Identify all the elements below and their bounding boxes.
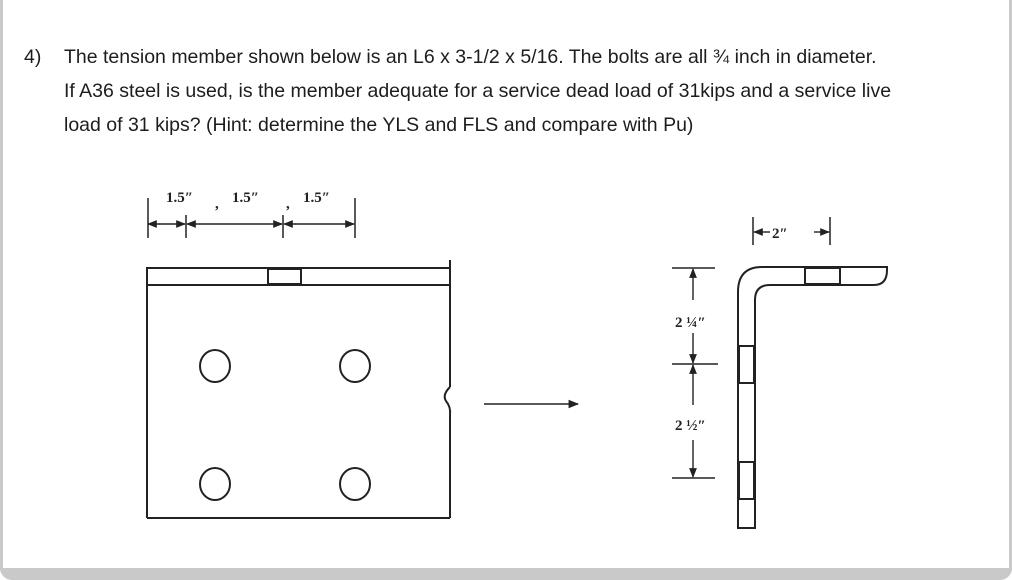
tick-separator-2: ,	[286, 196, 290, 212]
bolt-hole	[340, 468, 370, 500]
frame-left-edge	[0, 0, 3, 570]
leg-bolt-hole-edge	[268, 269, 301, 284]
plan-view	[147, 190, 578, 518]
problem-number: 4)	[24, 46, 42, 68]
tick-separator-1: ,	[215, 196, 219, 212]
leg-width-label: 2″	[772, 226, 788, 242]
break-line	[445, 387, 451, 415]
problem-text-line-1: The tension member shown below is an L6 x 3-1/2 x 5/16. The bolts are all ¾ inch in diameter.	[64, 46, 877, 68]
bolt-hole	[200, 468, 230, 500]
section-bolt-hole-vertical	[739, 346, 754, 383]
spacing-label-3: 1.5″	[303, 190, 331, 206]
angle-cross-section	[738, 267, 887, 528]
problem-text-line-3: load of 31 kips? (Hint: determine the YLS and FLS and compare with Pu)	[64, 114, 694, 136]
gage-label-2: 2 ½″	[675, 418, 706, 434]
spacing-label-2: 1.5″	[232, 190, 260, 206]
section-bolt-hole-vertical	[739, 462, 754, 499]
gage-label-1: 2 ¼″	[675, 315, 706, 331]
frame-bottom-edge	[0, 568, 1012, 580]
section-bolt-hole-horizontal	[805, 268, 840, 284]
bolt-hole	[200, 350, 230, 382]
bolt-hole	[340, 350, 370, 382]
section-view	[672, 217, 887, 528]
spacing-label-1: 1.5″	[166, 190, 194, 206]
problem-text-line-2: If A36 steel is used, is the member adequate for a service dead load of 31kips and a service live	[64, 80, 892, 102]
